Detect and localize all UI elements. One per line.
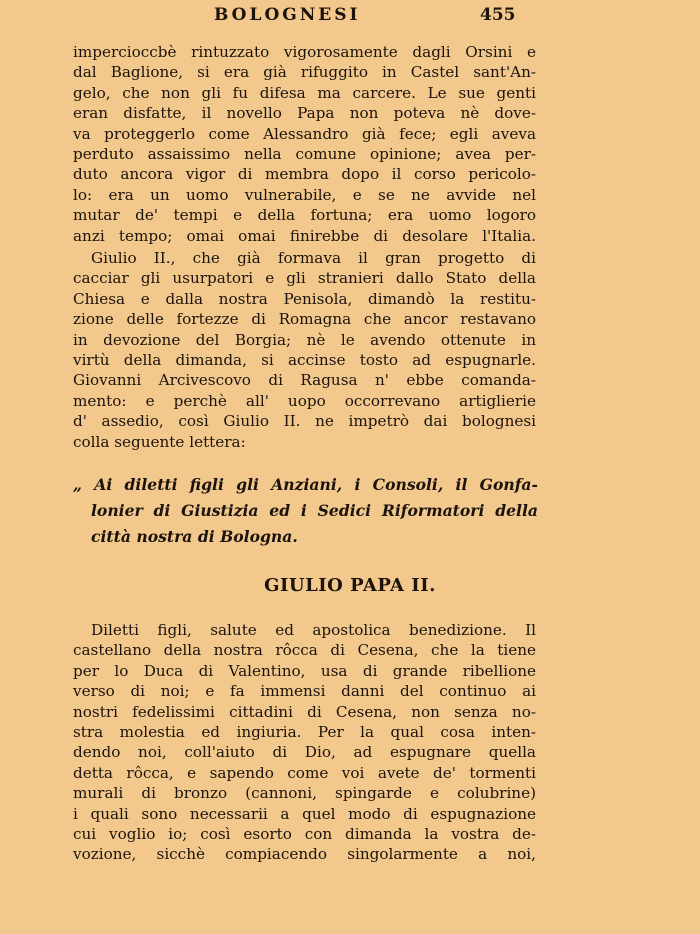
text-line: eran disfatte, il novello Papa non poteva nè dove- (73, 104, 536, 123)
text-line: perduto assaissimo nella comune opinione; avea per- (73, 144, 536, 163)
text-line: va proteggerlo come Alessandro già fece; egli aveva (73, 124, 536, 143)
text-line: Chiesa e dalla nostra Penisola, dimandò la restitu- (73, 289, 536, 308)
text-line: lo: era un uomo vulnerabile, e se ne avvide nel (73, 185, 536, 204)
text-line: duto ancora vigor di membra dopo il corso pericolo- (73, 165, 536, 184)
text-line: colla seguente lettera: (73, 432, 246, 451)
text-line: Giovanni Arcivescovo di Ragusa n' ebbe comanda- (73, 371, 536, 390)
text-line: stra molestia ed ingiuria. Per la qual cosa inten- (73, 722, 536, 741)
address-line: città nostra di Bologna. (91, 527, 298, 546)
text-line: zione delle fortezze di Romagna che ancor restavano (73, 310, 536, 329)
text-line: castellano della nostra rôcca di Cesena, che la tiene (73, 641, 536, 660)
text-line: virtù della dimanda, si accinse tosto ad espugnarle. (73, 350, 536, 369)
text-line: murali di bronzo (cannoni, spingarde e colubrine) (73, 784, 536, 803)
text-line: mutar de' tempi e della fortuna; era uomo logoro (73, 206, 536, 225)
paragraph-2 (73, 248, 536, 452)
paragraph-1 (73, 42, 536, 246)
text-line: cacciar gli usurpatori e gli stranieri dallo Stato della (73, 269, 536, 288)
text-line: dal Baglione, si era già rifuggito in Castel sant'An- (73, 63, 536, 82)
text-line: dendo noi, coll'aiuto di Dio, ad espugnare quella (73, 743, 536, 762)
address-line: „ Ai diletti figli gli Anziani, i Consoli, il Gonfa- (73, 475, 538, 494)
text-line: cui voglio io; così esorto con dimanda la vostra de- (73, 824, 536, 843)
text-line: vozione, sicchè compiacendo singolarmente a noi, (73, 845, 536, 864)
text-line: anzi tempo; omai omai finirebbe di desolare l'Italia. (73, 226, 536, 245)
text-line: impercioccbè rintuzzato vigorosamente dagli Orsini e (73, 43, 536, 61)
text-line: per lo Duca di Valentino, usa di grande ribellione (73, 661, 536, 680)
letter-address (73, 472, 538, 550)
running-head: BOLOGNESI (214, 5, 361, 25)
text-line: verso di noi; e fa immensi danni del continuo ai (73, 682, 536, 701)
text-line: d' assedio, così Giulio II. ne impetrò dai bolognesi (73, 412, 536, 431)
text-line: Diletti figli, salute ed apostolica benedizione. Il (91, 621, 536, 639)
text-line: gelo, che non gli fu difesa ma carcere. Le sue genti (73, 83, 536, 102)
text-line: detta rôcca, e sapendo come voi avete de' tormenti (73, 763, 536, 782)
text-line: nostri fedelissimi cittadini di Cesena, non senza no- (73, 702, 536, 721)
address-line: lonier di Giustizia ed i Sedici Riformatori della (91, 501, 538, 520)
section-heading: GIULIO PAPA II. (264, 575, 436, 596)
text-line: Giulio II., che già formava il gran progetto di (91, 249, 536, 267)
text-line: mento: e perchè all' uopo occorrevano artiglierie (73, 391, 536, 410)
letter-body (73, 620, 536, 865)
page-number: 455 (480, 5, 516, 25)
text-line: in devozione del Borgia; nè le avendo ottenute in (73, 330, 536, 349)
text-line: i quali sono necessarii a quel modo di espugnazione (73, 804, 536, 823)
